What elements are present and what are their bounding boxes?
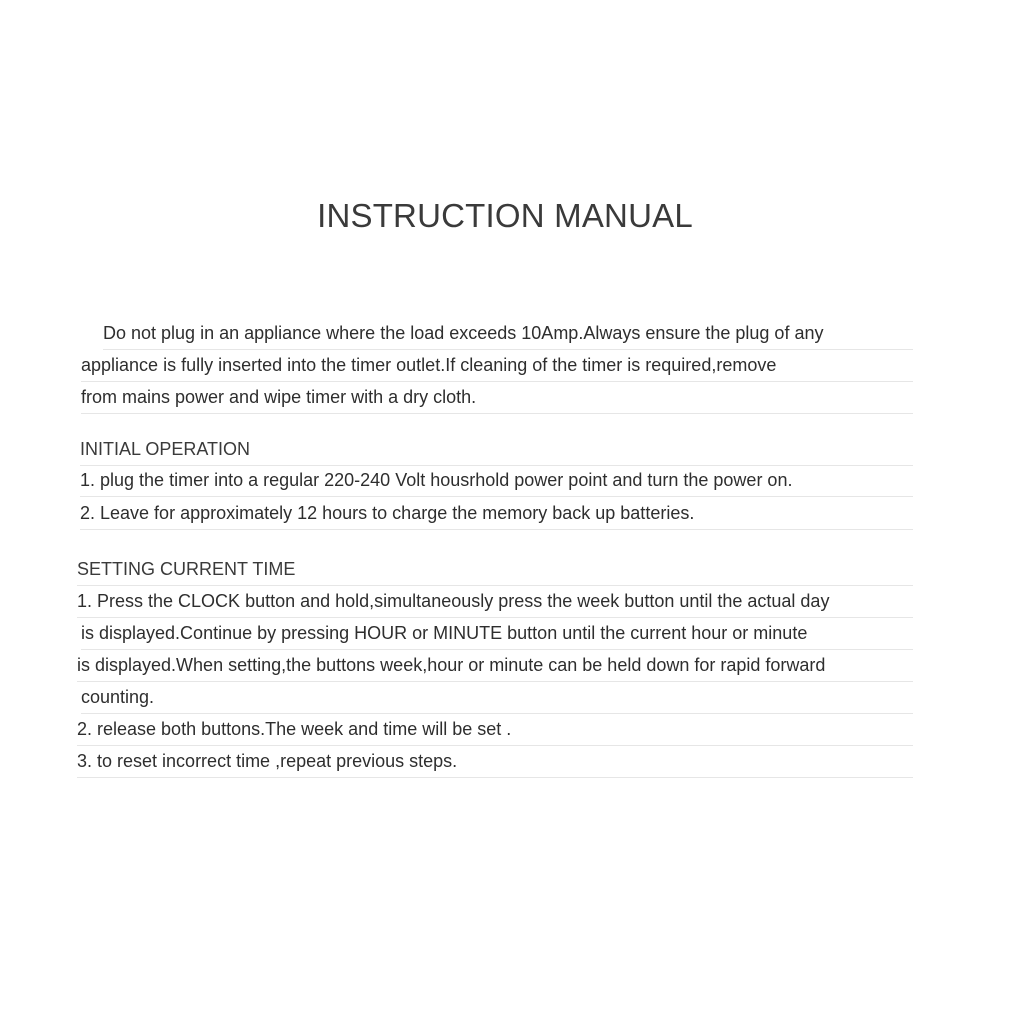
initial-operation-heading: INITIAL OPERATION bbox=[80, 437, 913, 466]
setting-time-line-2: is displayed.Continue by pressing HOUR or MINUTE button until the current hour or minute bbox=[81, 621, 913, 650]
setting-time-heading: SETTING CURRENT TIME bbox=[77, 557, 913, 586]
setting-time-line-3: is displayed.When setting,the buttons week,hour or minute can be held down for rapid forward bbox=[77, 653, 913, 682]
initial-operation-step-1: 1. plug the timer into a regular 220-240 Volt housrhold power point and turn the power on. bbox=[80, 468, 913, 497]
setting-time-line-6: 3. to reset incorrect time ,repeat previous steps. bbox=[77, 749, 913, 778]
intro-line-1: Do not plug in an appliance where the load exceeds 10Amp.Always ensure the plug of any bbox=[103, 321, 913, 350]
setting-time-line-5: 2. release both buttons.The week and time will be set . bbox=[77, 717, 913, 746]
initial-operation-step-2: 2. Leave for approximately 12 hours to charge the memory back up batteries. bbox=[80, 501, 913, 530]
intro-line-2: appliance is fully inserted into the timer outlet.If cleaning of the timer is required,remove bbox=[81, 353, 913, 382]
page-title: INSTRUCTION MANUAL bbox=[317, 197, 693, 234]
intro-line-3: from mains power and wipe timer with a dry cloth. bbox=[81, 385, 913, 414]
setting-time-line-4: counting. bbox=[81, 685, 913, 714]
setting-time-line-1: 1. Press the CLOCK button and hold,simultaneously press the week button until the actual day bbox=[77, 589, 913, 618]
